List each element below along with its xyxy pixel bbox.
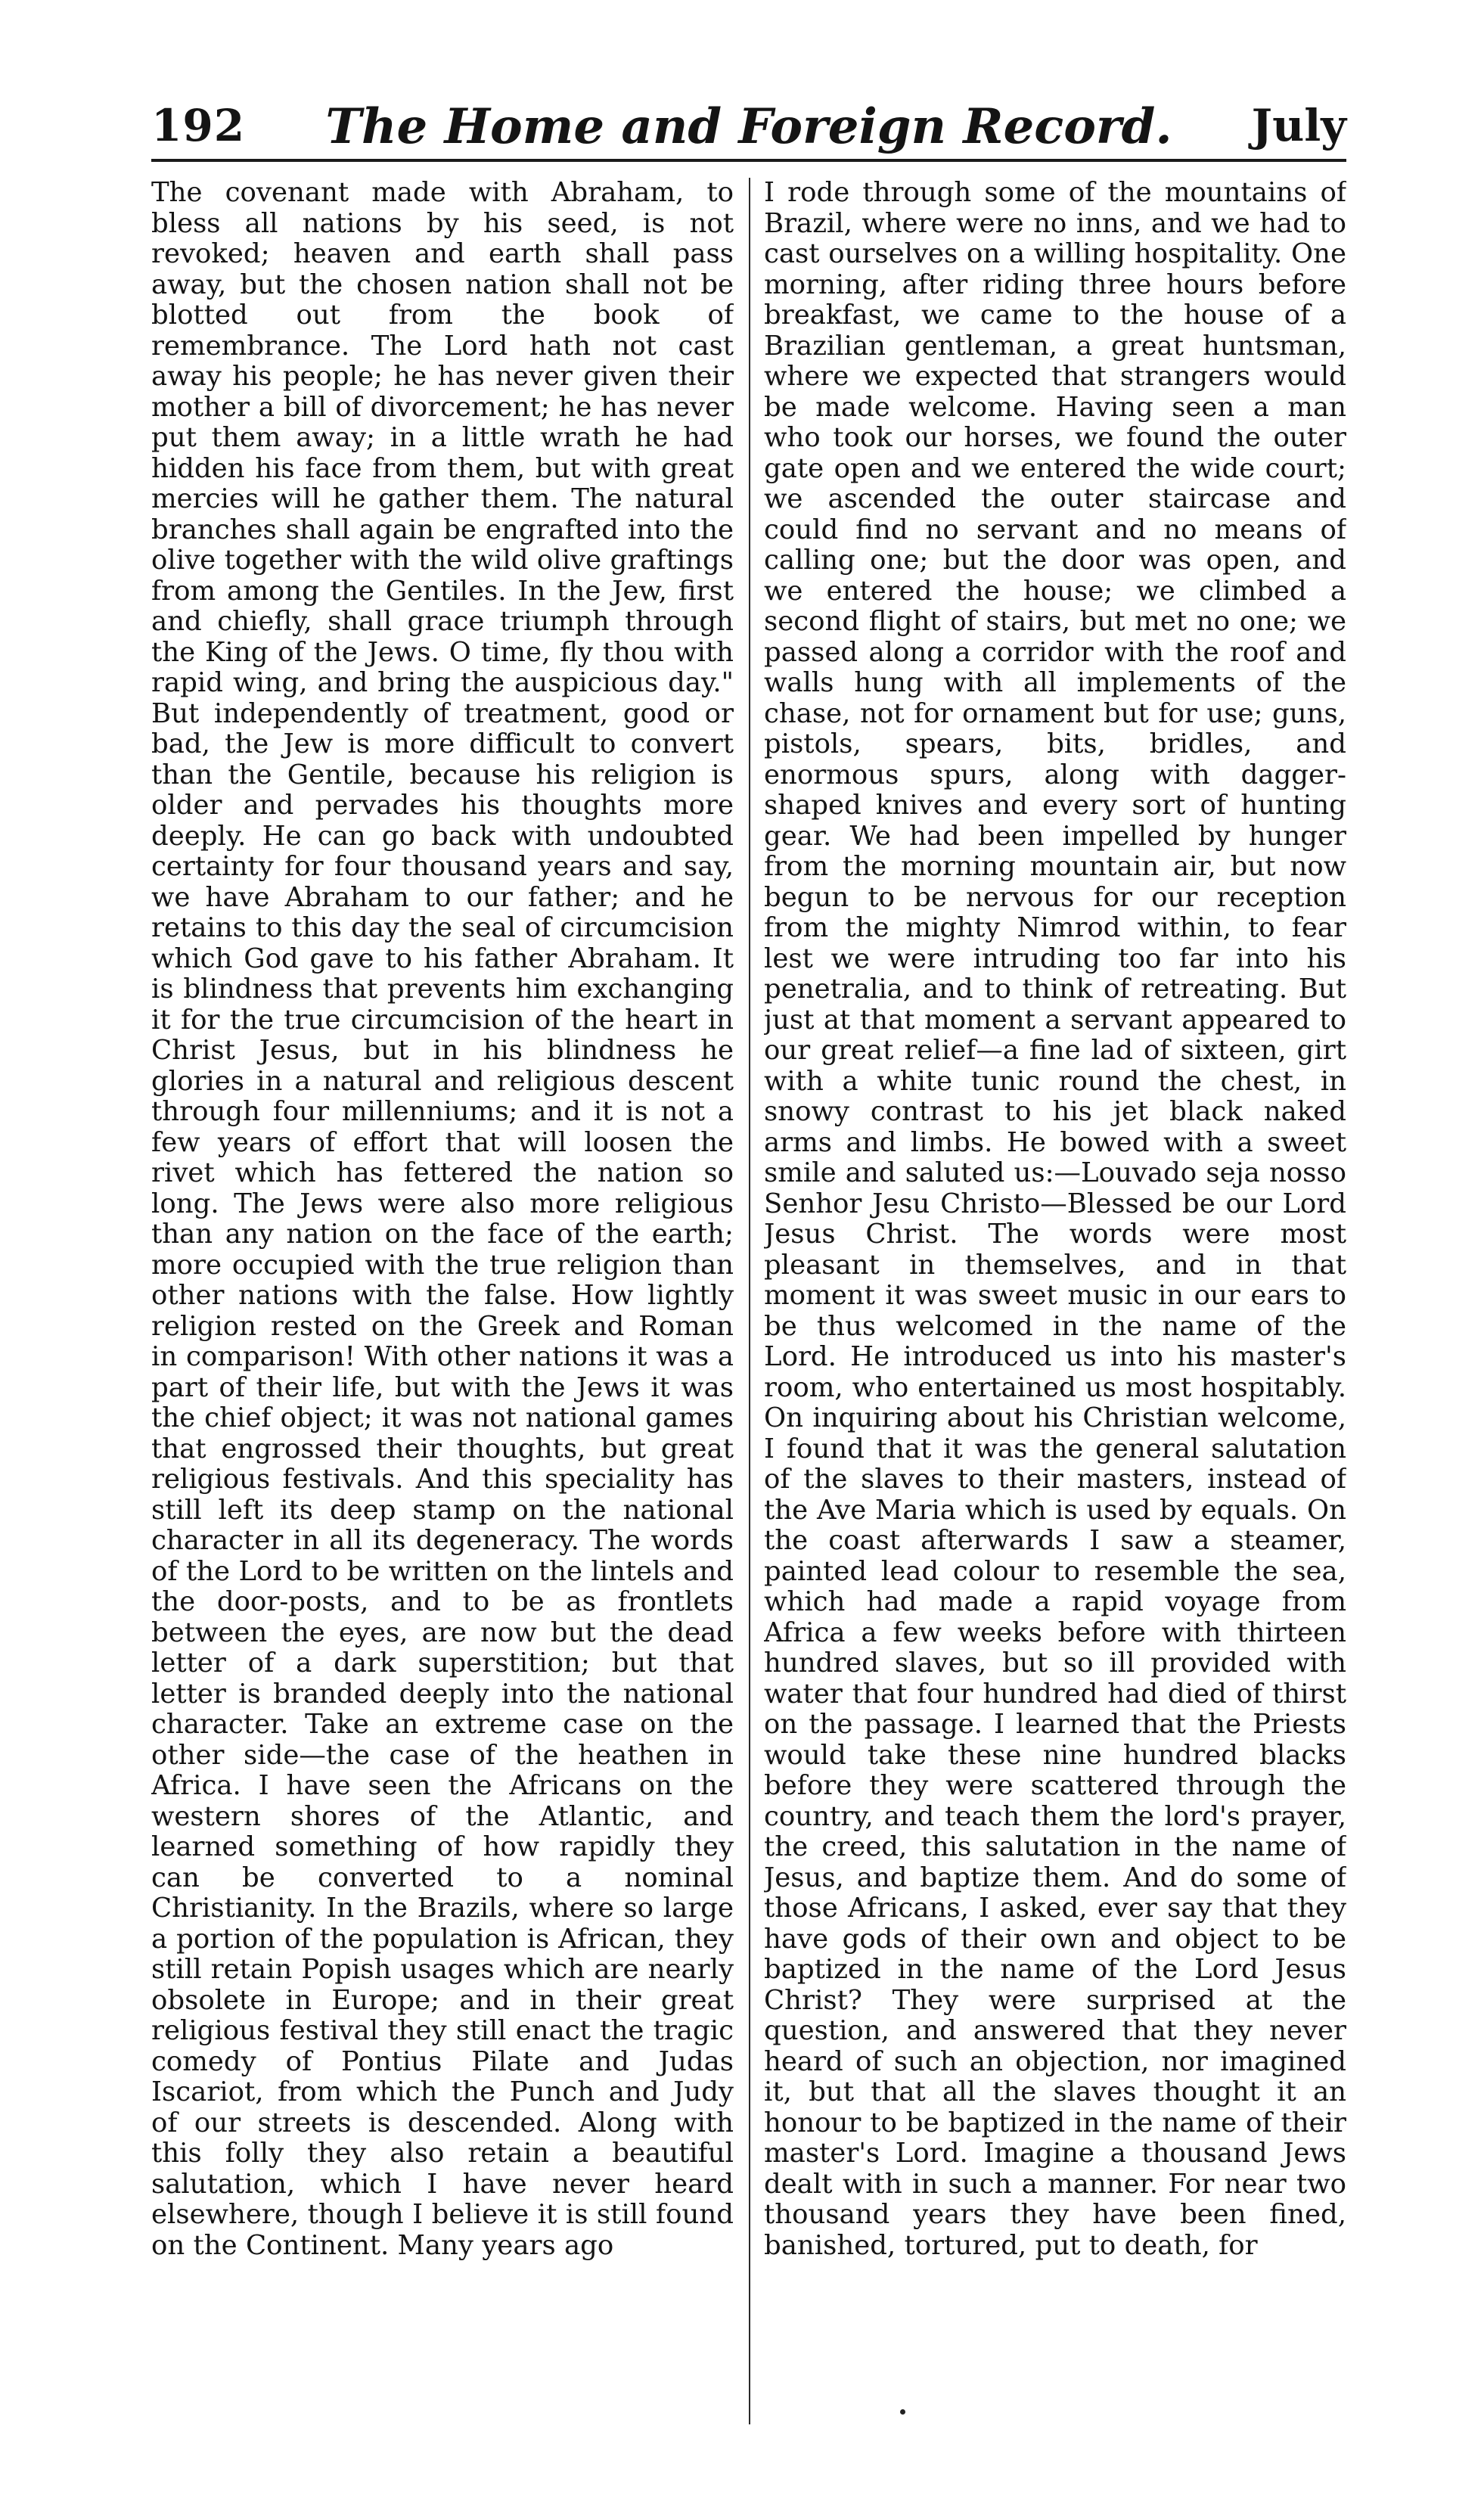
page-header — [151, 91, 1346, 166]
right-column — [764, 178, 1346, 2432]
issue-month: July — [1251, 100, 1346, 151]
page-number: 192 — [151, 100, 246, 151]
running-title: The Home and Foreign Record. — [325, 98, 1172, 155]
left-column — [151, 178, 734, 2432]
right-column-text: I rode through some of the mountains of Brazil, where were no inns, and we had to cast ourselves on a willing hospitality. One morning, after riding three hours before breakfast, we came to the house of a Brazilian gentleman, a great huntsman, where we expected that strangers would be made welcome. Having seen a man who took our horses, we found the outer gate open and we entered the wide court; we ascended the outer staircase and could find no servant and no means of calling one; but the door was open, and we entered the house; we climbed a second flight of stairs, but met no one; we passed along a corridor with the roof and walls hung with all implements of the chase, not for ornament but for use; guns, pistols, spears, bits, bridles, and enormous spurs, along with dagger-shaped knives and every sort of hunting gear. We had been impelled by hunger from the morning mountain air, but now begun to be nervous for our reception from the mighty Nimrod within, to fear lest we were intruding too far into his penetralia, and to think of retreating. But just at that moment a servant appeared to our great relief—a fine lad of sixteen, girt with a white tunic round the chest, in snowy contrast to his jet black naked arms and limbs. He bowed with a sweet smile and saluted us:—Louvado seja nosso Senhor Jesu Christo—Blessed be our Lord Jesus Christ. The words were most pleasant in themselves, and in that moment it was sweet music in our ears to be thus welcomed in the name of the Lord. He introduced us into his master's room, who entertained us most hospitably. On inquiring about his Christian welcome, I found that it was the general salutation of the slaves to their masters, instead of the Ave Maria which is used by equals. On the coast afterwards I saw a steamer, painted lead colour to resemble the sea, which had made a rapid voyage from Africa a few weeks before with thirteen hundred slaves, but so ill provided with water that four hundred had died of thirst on the passage. I learned that the Priests would take these nine hundred blacks before they were scattered through the country, and teach them the lord's prayer, the creed, this salutation in the name of Jesus, and baptize them. And do some of those Africans, I asked, ever say that they have gods of their own and object to be baptized in the name of the Lord Jesus Christ? They were surprised at the question, and answered that they never heard of such an objection, nor imagined it, but that all the slaves thought it an honour to be baptized in the name of their master's Lord. Imagine a thousand Jews dealt with in such a manner. For near two thousand years they have been fined, banished, tortured, put to death, for — [764, 178, 1346, 2261]
left-column-text: The covenant made with Abraham, to bless all nations by his seed, is not revoked; heaven and earth shall pass away, but the chosen nation shall not be blotted out from the book of remembrance. The Lord hath not cast away his people; he has never given their mother a bill of divorcement; he has never put them away; in a little wrath he had hidden his face from them, but with great mercies will he gather them. The natural branches shall again be engrafted into the olive together with the wild olive graftings from among the Gentiles. In the Jew, first and chiefly, shall grace triumph through the King of the Jews. O time, fly thou with rapid wing, and bring the auspicious day." But independently of treatment, good or bad, the Jew is more difficult to convert than the Gentile, because his religion is older and pervades his thoughts more deeply. He can go back with undoubted certainty for four thousand years and say, we have Abraham to our father; and he retains to this day the seal of circumcision which God gave to his father Abraham. It is blindness that prevents him exchanging it for the true circumcision of the heart in Christ Jesus, but in his blindness he glories in a natural and religious descent through four millenniums; and it is not a few years of effort that will loosen the rivet which has fettered the nation so long. The Jews were also more religious than any nation on the face of the earth; more occupied with the true religion than other nations with the false. How lightly religion rested on the Greek and Roman in comparison! With other nations it was a part of their life, but with the Jews it was the chief object; it was not national games that engrossed their thoughts, but great religious festivals. And this speciality has still left its deep stamp on the national character in all its degeneracy. The words of the Lord to be written on the lintels and the door-posts, and to be as frontlets between the eyes, are now but the dead letter of a dark superstition; but that letter is branded deeply into the national character. Take an extreme case on the other side—the case of the heathen in Africa. I have seen the Africans on the western shores of the Atlantic, and learned something of how rapidly they can be converted to a nominal Christianity. In the Brazils, where so large a portion of the population is African, they still retain Popish usages which are nearly obsolete in Europe; and in their great religious festival they still enact the tragic comedy of Pontius Pilate and Judas Iscariot, from which the Punch and Judy of our streets is descended. Along with this folly they also retain a beautiful salutation, which I have never heard elsewhere, though I believe it is still found on the Continent. Many years ago — [151, 178, 734, 2261]
header-rule — [151, 159, 1346, 162]
column-divider — [749, 178, 750, 2424]
ink-speck — [900, 2409, 905, 2415]
